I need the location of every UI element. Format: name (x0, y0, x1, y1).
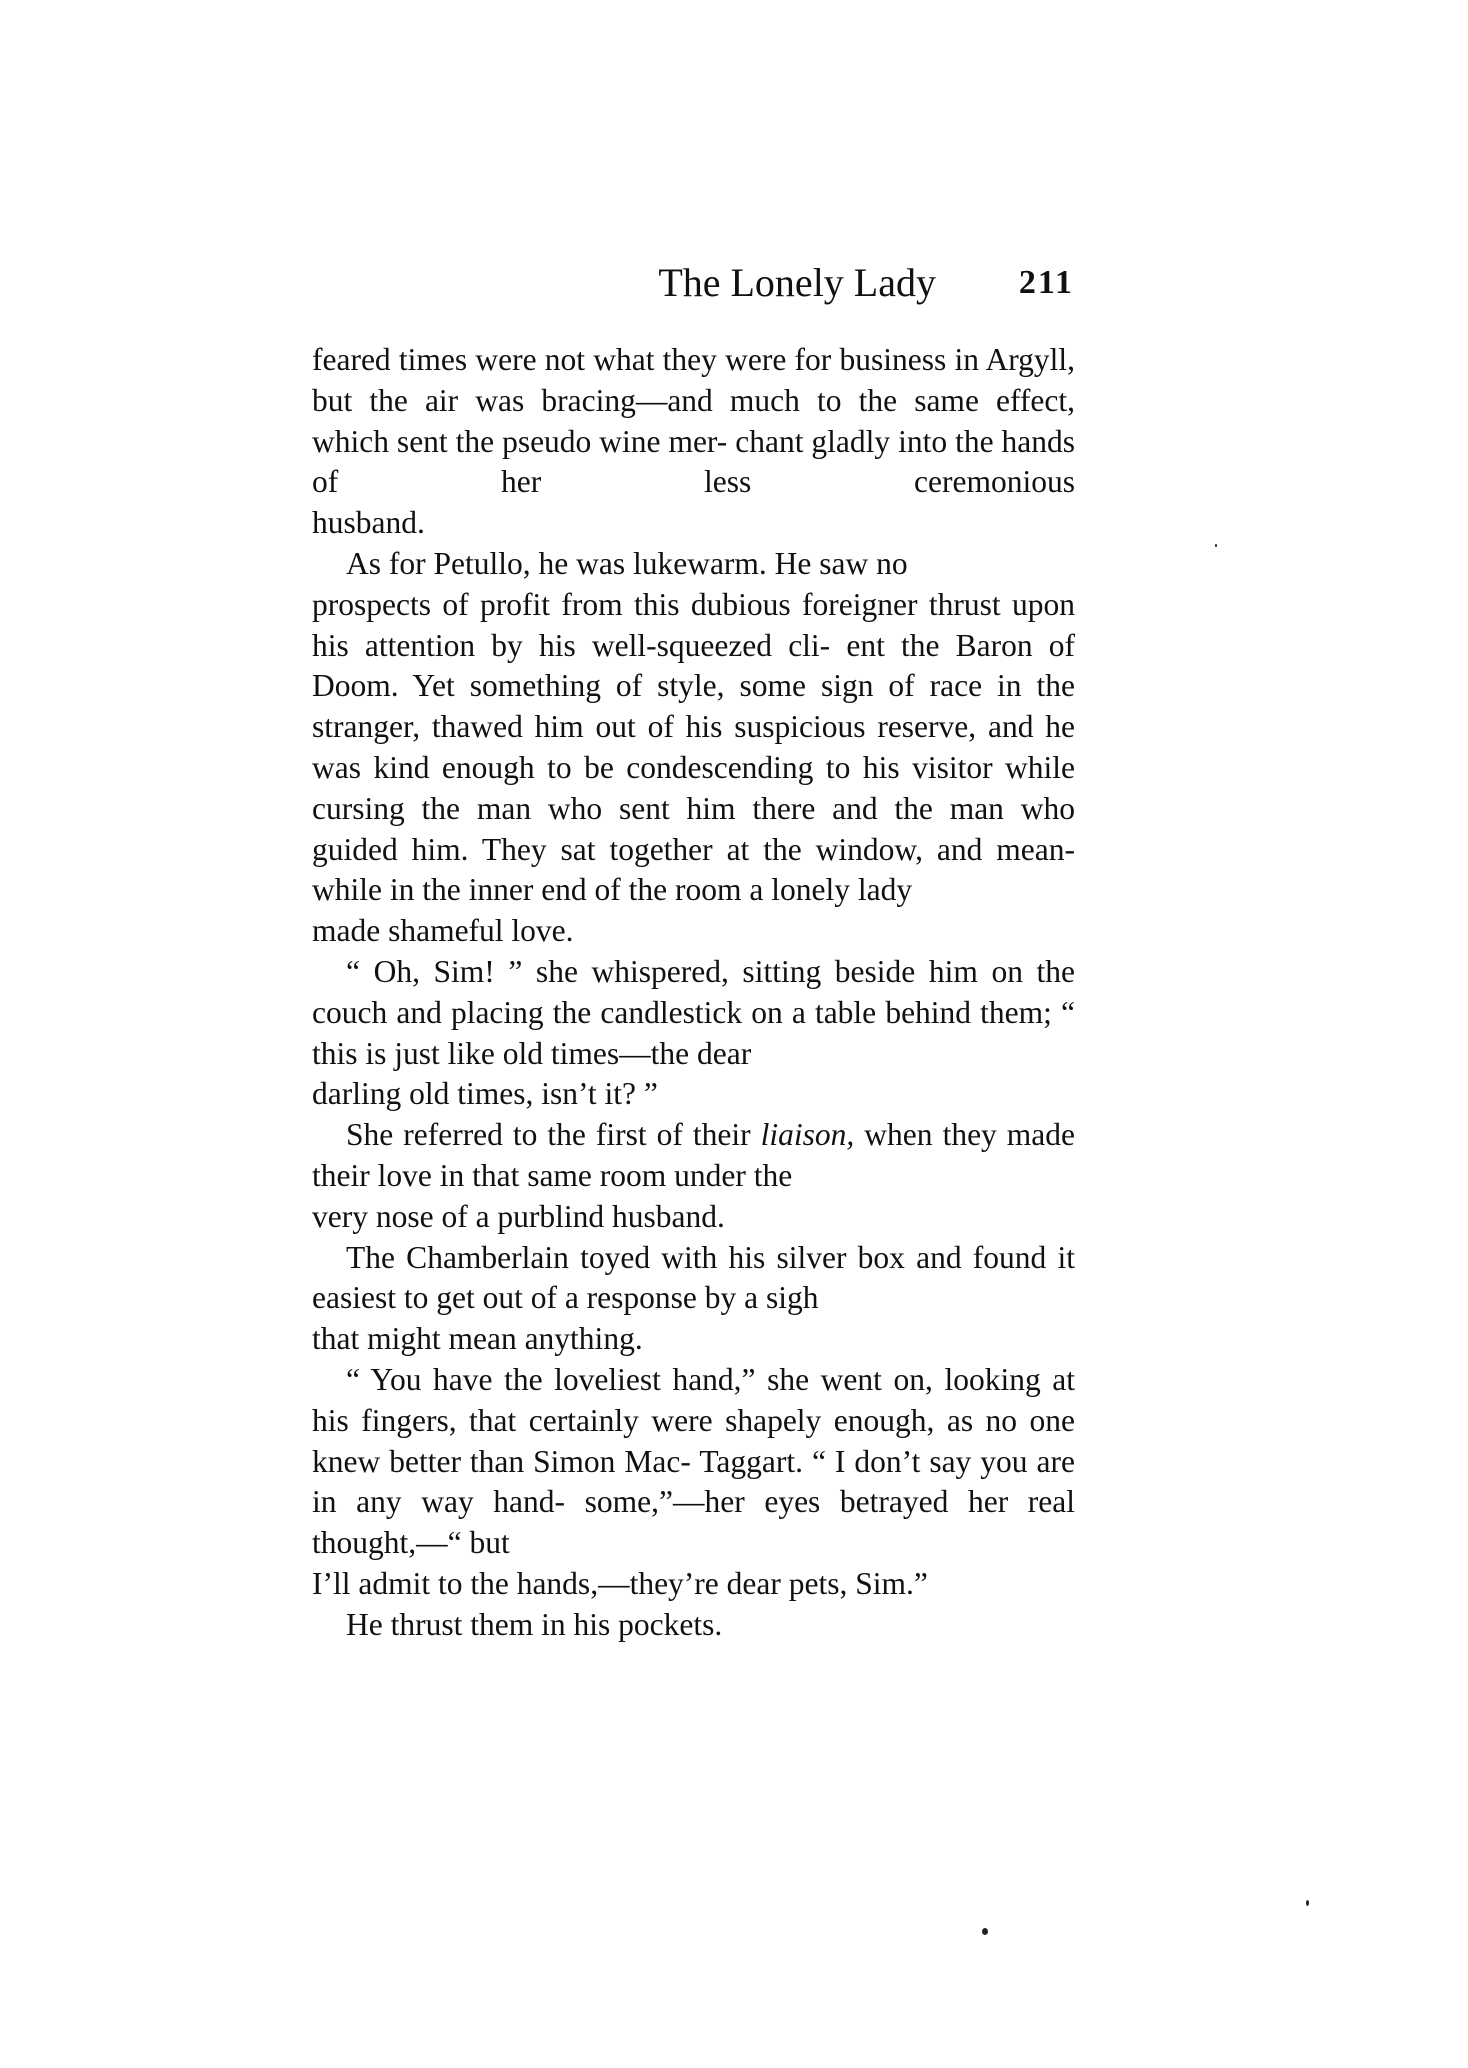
text-line: chant gladly into the hands of her less ceremonious (312, 423, 1076, 500)
text-line: thrust upon his attention by his well-squeezed cli- (312, 586, 1075, 663)
text-line: some sign of race in the stranger, thawed him out (312, 668, 1075, 745)
text-line: man who sent him there and the man who guided (312, 790, 1075, 867)
text-line-end: made shameful love. (312, 913, 574, 949)
text-line-end: that might mean anything. (312, 1321, 643, 1357)
text-line: ent the Baron of Doom. Yet something of style, (312, 627, 1076, 704)
text-line: Taggart. “ I don’t say you are in any way hand- (312, 1443, 1076, 1520)
paragraph-1 (312, 340, 1075, 544)
text-line-end: darling old times, isn’t it? ” (312, 1076, 658, 1112)
text-line: found it easiest to get out of a response by a sigh (312, 1239, 1075, 1316)
scan-speck (1306, 1900, 1309, 1906)
running-header (312, 258, 1082, 308)
text-line: in Argyll, but the air was bracing—and much to (312, 342, 1075, 418)
text-run: She referred to the first of their (346, 1117, 761, 1153)
text-line: some,”—her eyes betrayed her real thought,—“ but (312, 1484, 1076, 1561)
text-line: of his suspicious reserve, and he was kind enough (312, 709, 1075, 785)
text-line: behind them; “ this is just like old times—the dear (312, 994, 1076, 1071)
text-line: the same effect, which sent the pseudo wine mer- (312, 382, 1076, 459)
text-line: on the couch and placing the candlestick on a table (312, 953, 1076, 1030)
text-line-end: He thrust them in his pockets. (346, 1606, 723, 1642)
paragraph-3 (312, 952, 1075, 1115)
scan-speck (1215, 544, 1217, 547)
text-line: feared times were not what they were for business (312, 342, 947, 377)
paragraph-5 (312, 1238, 1075, 1360)
body-text (312, 340, 1075, 1646)
italic-word: liaison, (760, 1117, 855, 1153)
paragraph-6 (312, 1360, 1075, 1605)
text-line: prospects of profit from this dubious foreigner (312, 586, 918, 622)
text-line-end: husband. (312, 505, 425, 541)
running-title: The Lonely Lady (658, 260, 936, 305)
text-line: to be condescending to his visitor while cursing the (312, 749, 1076, 826)
text-line: “ Oh, Sim! ” she whispered, sitting beside him (346, 953, 978, 989)
text-line: “ You have the loveliest hand,” she went on, (346, 1361, 933, 1397)
page-number: 211 (1018, 264, 1074, 301)
paragraph-7 (312, 1605, 1075, 1646)
text-line: The Chamberlain toyed with his silver box and (346, 1239, 962, 1275)
text-line-end: I’ll admit to the hands,—they’re dear pets, Sim.” (312, 1565, 928, 1601)
paragraph-2 (312, 544, 1075, 952)
text-line: As for Petullo, he was lukewarm. He saw no (346, 545, 908, 581)
text-line: looking at his fingers, that certainly were shapely (312, 1361, 1075, 1438)
text-line: while in the inner end of the room a lonely lady (312, 872, 913, 908)
text-line: they made their love in that same room under the (312, 1117, 1076, 1193)
scan-speck (982, 1928, 988, 1935)
text-run: when (854, 1117, 933, 1153)
text-line: enough, as no one knew better than Simon Mac- (312, 1402, 1075, 1479)
text-line: him. They sat together at the window, and mean- (411, 831, 1075, 867)
paragraph-4 (312, 1115, 1075, 1237)
text-line-end: very nose of a purblind husband. (312, 1198, 725, 1234)
